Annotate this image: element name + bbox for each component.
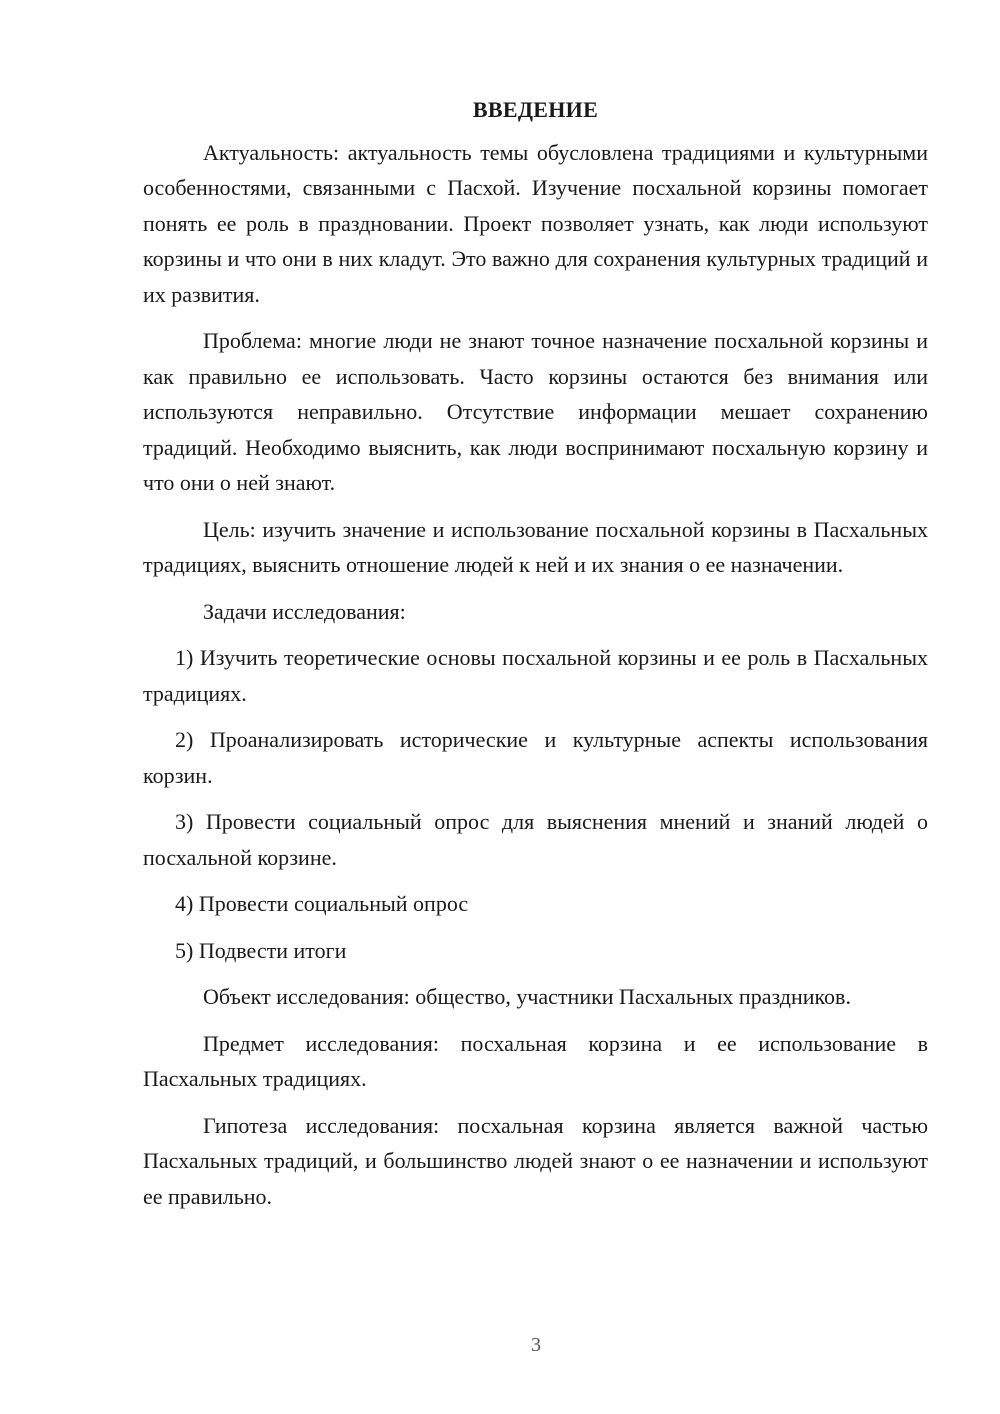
- task-item: 4) Провести социальный опрос: [175, 891, 469, 916]
- task-item: 1) Изучить теоретические основы посхальной корзины и ее роль в Пасхальных традициях.: [143, 645, 928, 706]
- problem-paragraph: Проблема: многие люди не знают точное назначение посхальной корзины и как правильно ее использовать. Часто корзины остаются без внимания или используются неправильно. Отсутствие информации мешает сохранению традиций. Необходимо выяснить, как люди воспринимают посхальную корзину и что они о ней знают.: [143, 328, 928, 495]
- section-heading: ВВЕДЕНИЕ: [472, 97, 599, 122]
- task-item: 2) Проанализировать исторические и культурные аспекты использования корзин.: [143, 727, 928, 788]
- task-item: 5) Подвести итоги: [175, 937, 347, 963]
- tasks-intro: Задачи исследования:: [203, 598, 406, 624]
- object-paragraph: Объект исследования: общество, участники Пасхальных праздников.: [203, 984, 851, 1009]
- goal-paragraph: Цель: изучить значение и использование посхальной корзины в Пасхальных традициях, выяснить отношение людей к ней и их знания о ее назначении.: [143, 516, 928, 577]
- document-page: [143, 92, 928, 1225]
- page-number: 3: [531, 1334, 541, 1356]
- relevance-paragraph: Актуальность: актуальность темы обусловлена традициями и культурными особенностями, связанными с Пасхой. Изучение посхальной корзины помогает понять ее роль в праздновании. Проект позволяет узнать, как люди используют корзины и что они в них кладут. Это важно для сохранения культурных традиций и их развития.: [143, 139, 928, 307]
- hypothesis-paragraph: Гипотеза исследования: посхальная корзина является важной частью Пасхальных традиций, и большинство людей знают о ее назначении и используют ее правильно.: [143, 1112, 928, 1209]
- task-item: 3) Провести социальный опрос для выяснения мнений и знаний людей о посхальной корзине.: [143, 809, 928, 870]
- subject-paragraph: Предмет исследования: посхальная корзина и ее использование в Пасхальных традициях.: [143, 1030, 928, 1091]
